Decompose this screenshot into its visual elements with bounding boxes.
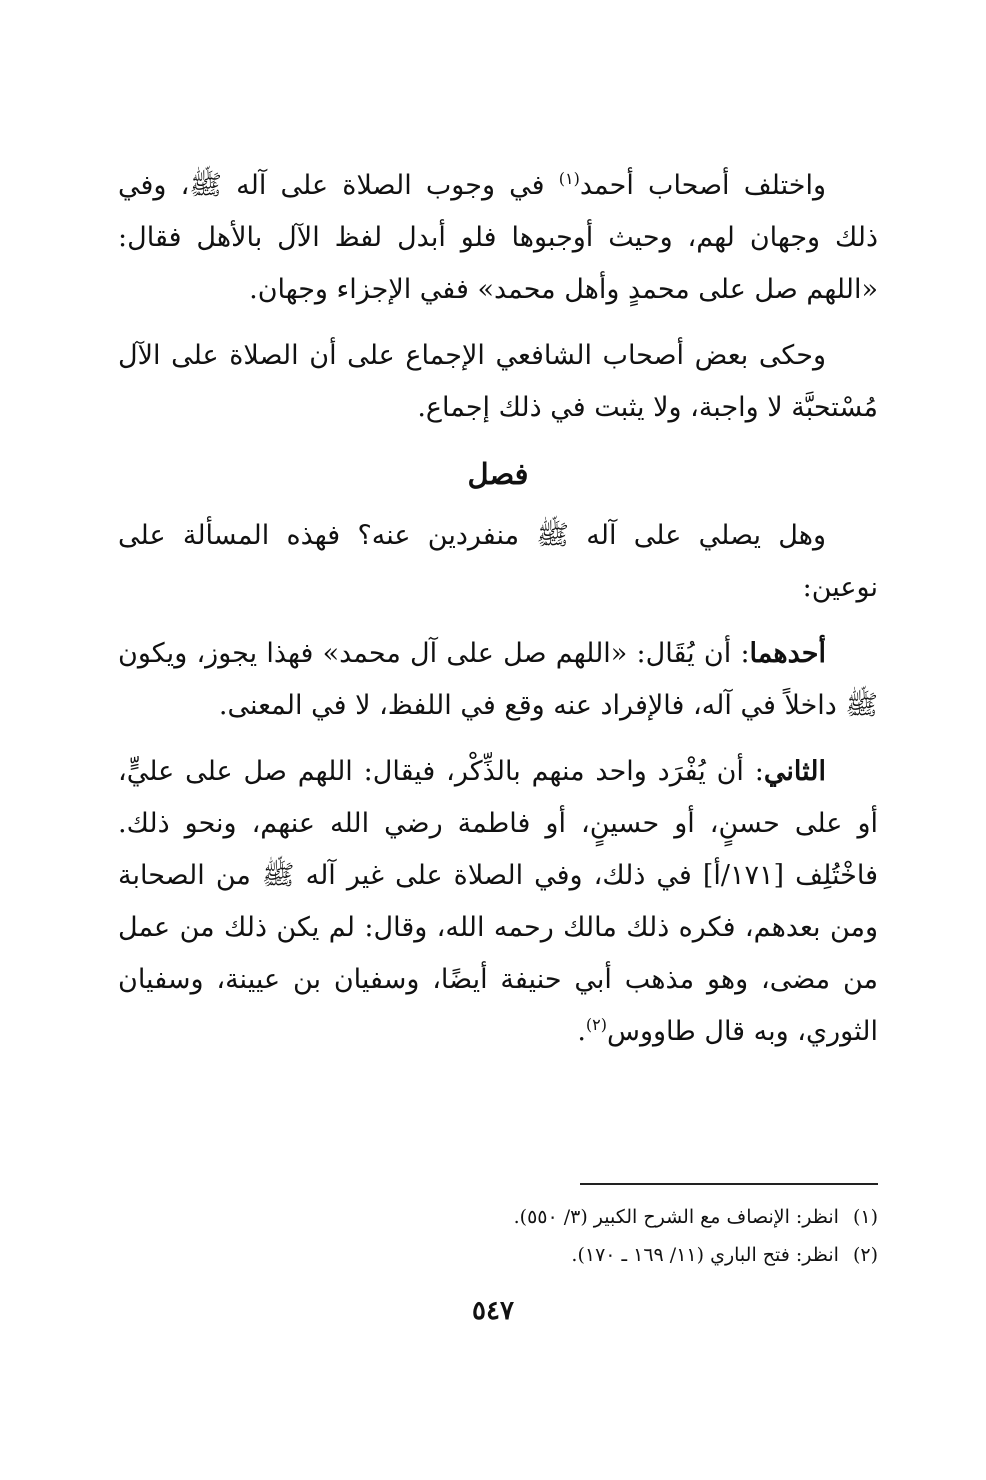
footnote-separator — [580, 1183, 878, 1185]
paragraph-4-lead: أحدهما — [749, 638, 826, 669]
footnote-2-text: انظر: فتح الباري (١١/ ١٦٩ ـ ١٧٠). — [571, 1244, 839, 1266]
footnote-1 — [300, 1198, 878, 1236]
paragraph-5-tail: . — [577, 1016, 586, 1047]
main-text — [118, 160, 878, 1072]
paragraph-5-lead: الثاني — [763, 756, 826, 787]
paragraph-4 — [118, 628, 878, 732]
paragraph-1-text-b: في وجوب الصلاة على آله ﷺ، وفي ذلك وجهان لهم، وحيث أوجبوها فلو أبدل لفظ الآل بالأهل فقال: «اللهم صل على محمدٍ وأهل محمد» ففي الإجزاء وجهان. — [118, 170, 878, 305]
footnote-2-number: (٢) — [852, 1244, 878, 1266]
footnote-1-number: (١) — [852, 1206, 878, 1228]
page-number: ٥٤٧ — [472, 1296, 514, 1326]
footnotes — [300, 1198, 878, 1274]
footnote-ref-1: (١) — [558, 169, 580, 188]
footnote-1-text: انظر: الإنصاف مع الشرح الكبير (٣/ ٥٥٠). — [513, 1206, 839, 1228]
paragraph-1 — [118, 160, 878, 316]
paragraph-1-text-a: واختلف أصحاب أحمد — [579, 170, 826, 201]
paragraph-5-text: : أن يُفْرَد واحد منهم بالذِّكْر، فيقال: اللهم صل على عليٍّ، أو على حسنٍ، أو حسينٍ، أو فاطمة رضي الله عنهم، ونحو ذلك. فاخْتُلِف [١٧١/أ] في ذلك، وفي الصلاة على غير آله ﷺ من الصحابة ومن بعدهم، فكره ذلك مالك رحمه الله، وقال: لم يكن ذلك من عمل من مضى، وهو مذهب أبي حنيفة أيضًا، وسفيان بن عيينة، وسفيان الثوري، وبه قال طاووس — [118, 756, 878, 1047]
paragraph-4-text: : أن يُقَال: «اللهم صل على آل محمد» فهذا يجوز، ويكون ﷺ داخلاً في آله، فالإفراد عنه وقع في اللفظ، لا في المعنى. — [118, 638, 878, 721]
section-heading: فصل — [467, 457, 529, 491]
footnote-2 — [300, 1236, 878, 1274]
paragraph-5 — [118, 746, 878, 1058]
paragraph-2: وحكى بعض أصحاب الشافعي الإجماع على أن الصلاة على الآل مُسْتحبَّة لا واجبة، ولا يثبت في ذلك إجماع. — [118, 340, 878, 423]
footnote-ref-2: (٢) — [585, 1015, 607, 1034]
paragraph-3: وهل يصلي على آله ﷺ منفردين عنه؟ فهذه المسألة على نوعين: — [118, 520, 878, 603]
